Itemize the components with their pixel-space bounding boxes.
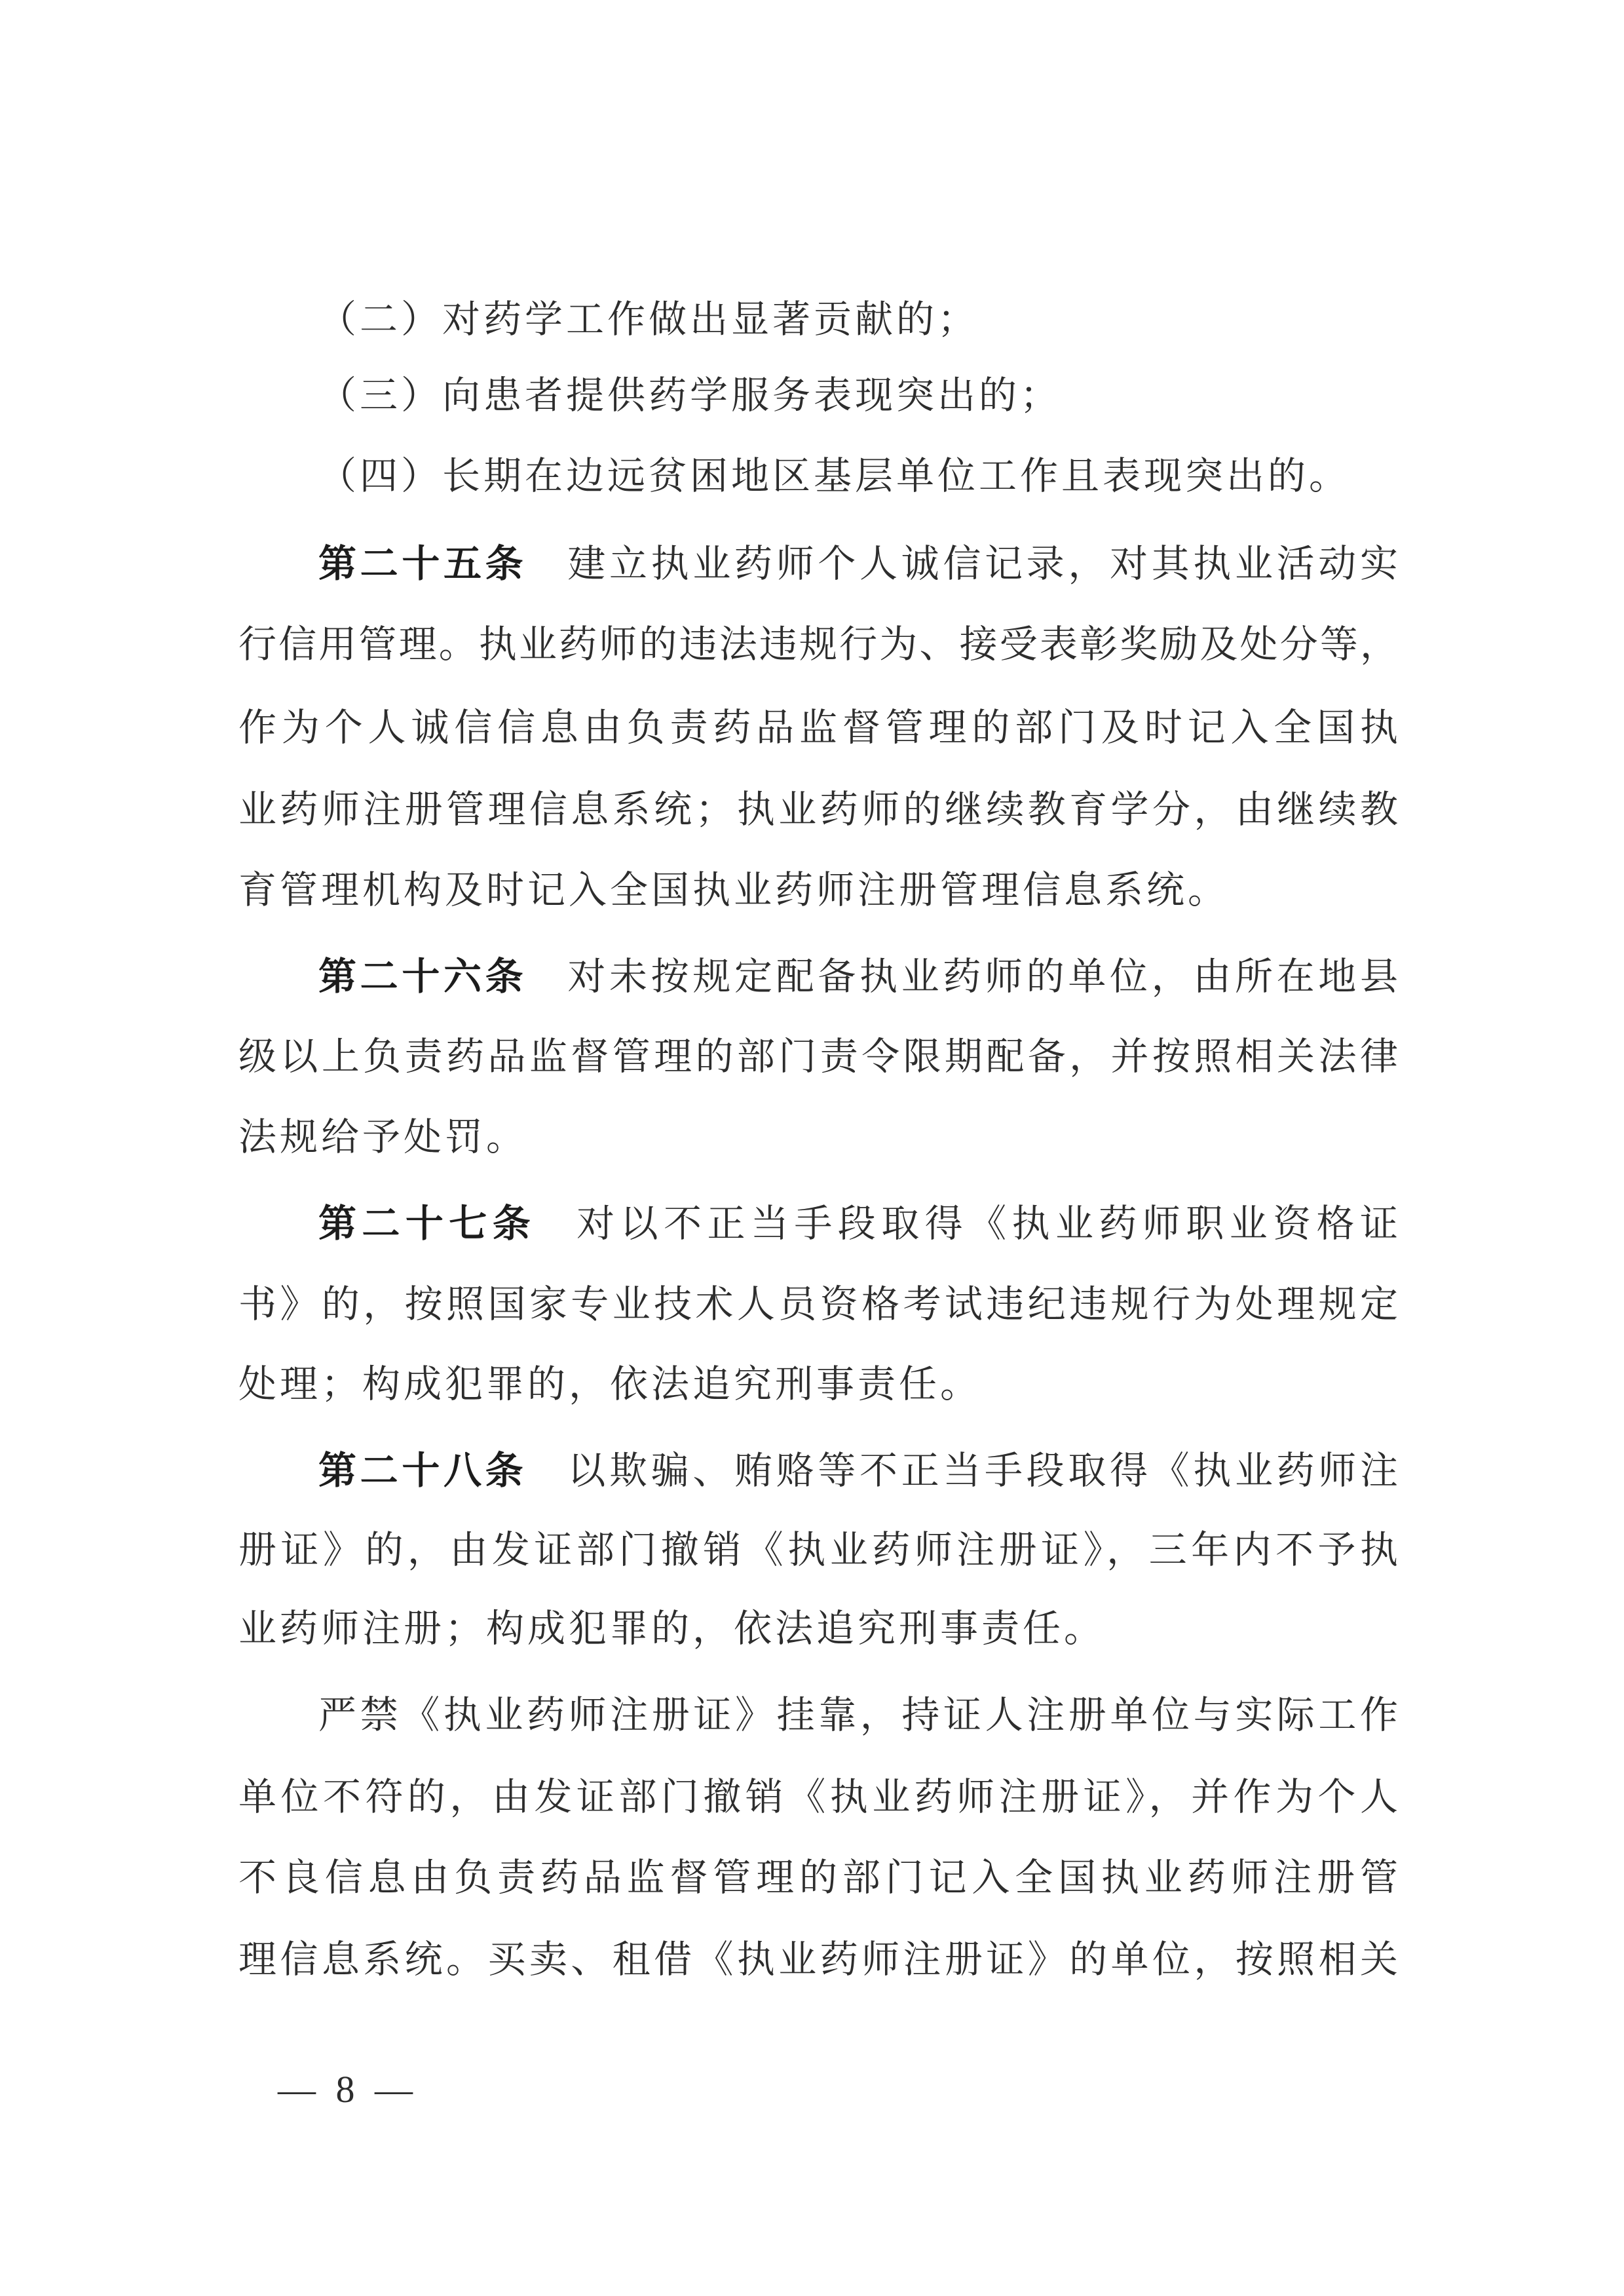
- paragraph-line: 理信息系统。买卖、租借《执业药师注册证》的单位，按照相关: [238, 1937, 1398, 1981]
- list-item: （四）长期在边远贫困地区基层单位工作且表现突出的。: [318, 453, 1351, 498]
- article-first-line: [318, 537, 1398, 590]
- paragraph-line: 法规给予处罚。: [238, 1115, 528, 1159]
- article-heading: 第二十五条: [318, 541, 527, 586]
- paragraph-line: 作为个人诚信信息由负责药品监督管理的部门及时记入全国执: [238, 705, 1398, 750]
- paragraph-line: 单位不符的，由发证部门撤销《执业药师注册证》，并作为个人: [238, 1774, 1398, 1819]
- article-heading: 第二十七条: [318, 1201, 537, 1246]
- article-text: 以欺骗、贿赂等不正当手段取得《执业药师注: [567, 1448, 1398, 1493]
- article-text: 对未按规定配备执业药师的单位，由所在地县: [567, 954, 1398, 999]
- list-item: （三）向患者提供药学服务表现突出的；: [318, 373, 1062, 417]
- article-text: 建立执业药师个人诚信记录，对其执业活动实: [567, 541, 1398, 586]
- article-first-line: [318, 1444, 1398, 1497]
- paragraph-line: 级以上负责药品监督管理的部门责令限期配备，并按照相关法律: [238, 1034, 1398, 1079]
- paragraph-line: 处理；构成犯罪的，依法追究刑事责任。: [238, 1362, 982, 1406]
- article-text: 对以不正当手段取得《执业药师职业资格证: [576, 1201, 1398, 1246]
- paragraph-line: 册证》的，由发证部门撤销《执业药师注册证》，三年内不予执: [238, 1527, 1398, 1572]
- paragraph-line: 行信用管理。执业药师的违法违规行为、接受表彰奖励及处分等，: [238, 622, 1398, 666]
- article-first-line: [318, 1197, 1398, 1250]
- article-heading: 第二十八条: [318, 1448, 527, 1493]
- article-heading: 第二十六条: [318, 954, 527, 999]
- article-first-line: [318, 950, 1398, 1003]
- paragraph-line: 业药师注册；构成犯罪的，依法追究刑事责任。: [238, 1606, 1106, 1651]
- paragraph-line: 不良信息由负责药品监督管理的部门记入全国执业药师注册管: [238, 1855, 1398, 1900]
- paragraph-line: 书》的，按照国家专业技术人员资格考试违纪违规行为处理规定: [238, 1282, 1398, 1326]
- paragraph-line: 严禁《执业药师注册证》挂靠，持证人注册单位与实际工作: [318, 1693, 1398, 1737]
- paragraph-line: 业药师注册管理信息系统；执业药师的继续教育学分，由继续教: [238, 787, 1398, 832]
- paragraph-line: 育管理机构及时记入全国执业药师注册管理信息系统。: [238, 868, 1230, 912]
- list-item: （二）对药学工作做出显著贡献的；: [318, 297, 979, 341]
- page-number: — 8 —: [278, 2068, 418, 2111]
